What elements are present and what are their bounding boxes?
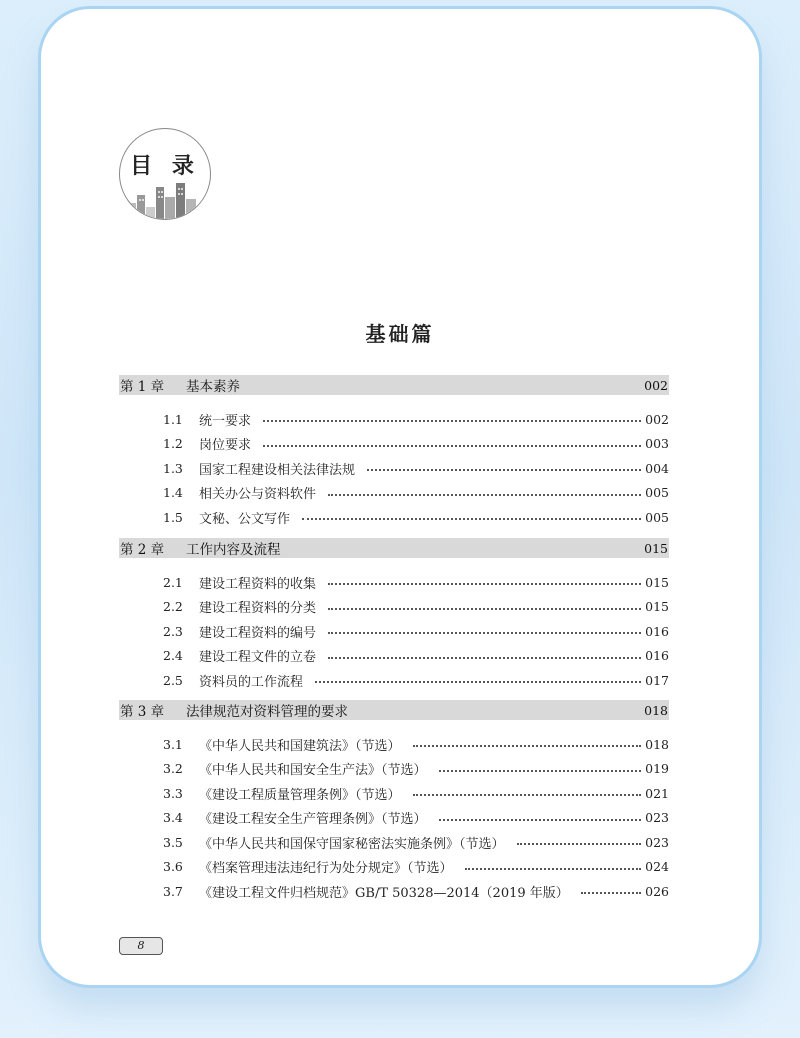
entry-number: 2.2	[163, 599, 183, 614]
entry-number: 1.1	[163, 411, 183, 427]
toc-entry[interactable]	[163, 434, 669, 454]
entry-number: 3.5	[163, 834, 183, 850]
dot-leader	[517, 843, 642, 845]
chapter-label	[120, 375, 240, 395]
toc-entry[interactable]	[163, 572, 669, 592]
entry-number: 1.2	[163, 436, 183, 451]
chapter-heading[interactable]	[119, 538, 669, 558]
entry-title: 建设工程资料的分类	[199, 601, 317, 616]
entry-page: 003	[645, 436, 669, 451]
dot-leader	[439, 770, 642, 772]
entry-title: 《中华人民共和国安全生产法》（节选）	[199, 763, 427, 778]
entry-number: 2.5	[163, 672, 183, 688]
toc-entry[interactable]	[163, 670, 669, 690]
toc-entry[interactable]	[163, 507, 669, 527]
chapter-heading[interactable]	[119, 700, 669, 720]
toc-entry[interactable]	[163, 759, 669, 779]
dot-leader	[328, 608, 641, 610]
entry-title: 国家工程建设相关法律法规	[199, 462, 356, 478]
entry-title: 相关办公与资料软件	[199, 487, 317, 502]
entry-title: 《中华人民共和国保守国家秘密法实施条例》（节选）	[199, 836, 505, 852]
entry-number: 3.6	[163, 859, 183, 874]
chapter-page: 002	[644, 377, 668, 393]
entry-number: 1.4	[163, 485, 183, 500]
chapter-page: 015	[644, 540, 668, 556]
dot-leader	[263, 420, 641, 422]
toc-entry[interactable]	[163, 832, 669, 852]
entry-page: 017	[645, 672, 669, 688]
entry-number: 1.5	[163, 509, 183, 525]
entry-page: 021	[645, 785, 669, 801]
entry-title: 岗位要求	[199, 438, 252, 453]
chapter-page: 018	[644, 702, 668, 718]
section-title: 基础篇	[365, 322, 435, 346]
dot-leader	[581, 892, 641, 894]
entry-page: 016	[645, 623, 669, 639]
entry-title: 建设工程文件的立卷	[199, 650, 317, 665]
dot-leader	[439, 819, 642, 821]
toc-entry[interactable]	[163, 409, 669, 429]
dot-leader	[315, 681, 641, 683]
entry-title: 《建设工程质量管理条例》（节选）	[199, 787, 401, 803]
dot-leader	[328, 632, 641, 634]
toc-entry[interactable]	[163, 483, 669, 503]
toc-entry[interactable]	[163, 621, 669, 641]
dot-leader	[367, 469, 641, 471]
entry-title: 文秘、公文写作	[199, 511, 291, 527]
dot-leader	[328, 494, 641, 496]
entry-title: 建设工程资料的编号	[199, 625, 317, 641]
toc-entry[interactable]	[163, 597, 669, 617]
chapter-heading[interactable]	[119, 375, 669, 395]
chapter-title: 法律规范对资料管理的要求	[186, 704, 348, 720]
dot-leader	[328, 657, 641, 659]
entry-number: 3.4	[163, 810, 183, 825]
entry-title: 资料员的工作流程	[199, 674, 304, 690]
toc-entry[interactable]	[163, 881, 669, 901]
dot-leader	[413, 745, 642, 747]
dot-leader	[413, 794, 642, 796]
entry-page: 018	[645, 736, 669, 752]
entry-title: 建设工程资料的收集	[199, 576, 317, 592]
toc-badge	[119, 128, 211, 220]
entry-page: 024	[645, 859, 669, 874]
chapter-title: 基本素养	[186, 379, 240, 395]
dot-leader	[465, 868, 642, 870]
entry-number: 2.3	[163, 623, 183, 639]
entry-number: 3.1	[163, 736, 183, 752]
toc-entry[interactable]	[163, 734, 669, 754]
entry-page: 019	[645, 761, 669, 776]
page-number: 8	[119, 937, 163, 955]
chapter-number: 第 3 章	[120, 704, 165, 720]
entry-page: 002	[645, 411, 669, 427]
chapter-number: 第 2 章	[120, 542, 165, 558]
entry-page: 023	[645, 810, 669, 825]
chapter-label	[120, 538, 281, 558]
entry-title: 《建设工程安全生产管理条例》（节选）	[199, 812, 427, 827]
dot-leader	[328, 583, 641, 585]
entry-page: 004	[645, 460, 669, 476]
entry-page: 023	[645, 834, 669, 850]
entry-number: 2.1	[163, 574, 183, 590]
toc-entry[interactable]	[163, 646, 669, 666]
toc-entry[interactable]	[163, 458, 669, 478]
entry-page: 016	[645, 648, 669, 663]
dot-leader	[302, 518, 641, 520]
entry-number: 2.4	[163, 648, 183, 663]
toc-badge-title: 目 录	[130, 154, 200, 179]
entry-title: 统一要求	[199, 413, 252, 429]
entry-page: 015	[645, 574, 669, 590]
entry-page: 005	[645, 485, 669, 500]
entry-page: 015	[645, 599, 669, 614]
entry-title: 《中华人民共和国建筑法》（节选）	[199, 738, 401, 754]
chapter-title: 工作内容及流程	[186, 542, 281, 558]
dot-leader	[263, 445, 641, 447]
entry-page: 026	[645, 883, 669, 899]
chapter-number: 第 1 章	[120, 379, 165, 395]
entry-number: 1.3	[163, 460, 183, 476]
toc-entry[interactable]	[163, 808, 669, 828]
entry-number: 3.2	[163, 761, 183, 776]
toc-entry[interactable]	[163, 783, 669, 803]
entry-title: 《建设工程文件归档规范》GB/T 50328—2014（2019 年版）	[199, 885, 569, 901]
city-skyline-icon	[120, 179, 210, 219]
entry-title: 《档案管理违法违纪行为处分规定》（节选）	[199, 861, 453, 876]
entry-number: 3.7	[163, 883, 183, 899]
entry-page: 005	[645, 509, 669, 525]
toc-entry[interactable]	[163, 857, 669, 877]
entry-number: 3.3	[163, 785, 183, 801]
chapter-label	[120, 700, 348, 720]
